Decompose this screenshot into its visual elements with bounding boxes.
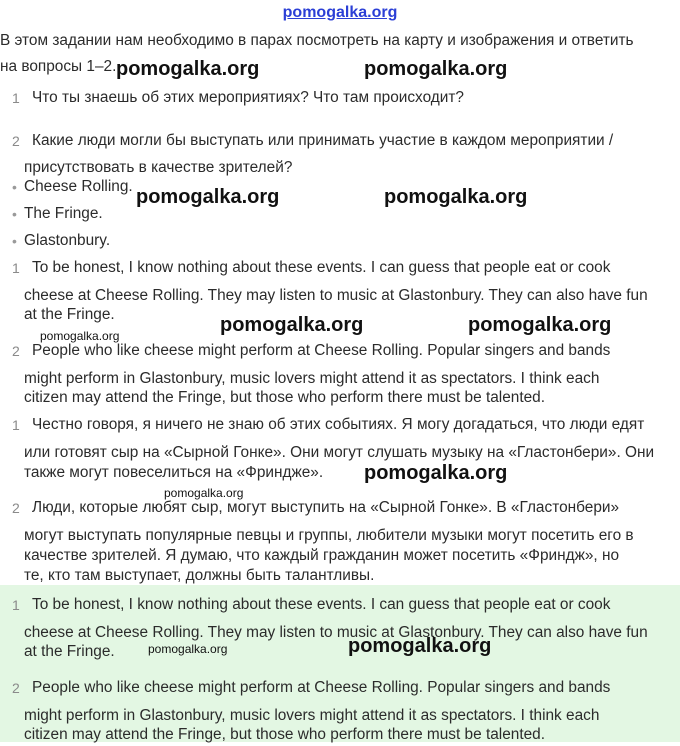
question-text: Что ты знаешь об этих мероприятиях? Что там происходит? — [32, 89, 464, 106]
answer-number: 2 — [12, 680, 20, 696]
question-number: 1 — [12, 90, 20, 106]
answer-text: cheese at Cheese Rolling. They may listen to music at Glastonbury. They can also have fun — [24, 624, 648, 641]
answer-text: People who like cheese might perform at Cheese Rolling. Popular singers and bands — [32, 679, 611, 696]
question-text: Какие люди могли бы выступать или принимать участие в каждом мероприятии / — [32, 132, 614, 149]
answer-text: People who like cheese might perform at Cheese Rolling. Popular singers and bands — [32, 342, 611, 359]
answer-text: те, кто там выступает, должны быть талантливы. — [24, 567, 375, 584]
answer-text: качестве зрителей. Я думаю, что каждый гражданин может посетить «Фриндж», но — [24, 547, 620, 564]
watermark: pomogalka.org — [164, 486, 244, 500]
watermark: pomogalka.org — [40, 329, 120, 343]
answer-text: citizen may attend the Fringe, but those who perform there must be talented. — [24, 726, 545, 743]
answer-text: citizen may attend the Fringe, but those who perform there must be talented. — [24, 389, 545, 406]
bullet-icon: • — [12, 179, 17, 195]
bullet-icon: • — [12, 206, 17, 222]
answer-text: также могут повеселиться на «Фриндже». — [24, 464, 324, 481]
list-item-event: Cheese Rolling. — [24, 178, 133, 195]
header-watermark-link[interactable]: pomogalka.org — [282, 4, 398, 21]
answer-text: cheese at Cheese Rolling. They may listen to music at Glastonbury. They can also have fun — [24, 287, 648, 304]
answer-text: могут выступать популярные певцы и группы, любители музыки могут посетить его в — [24, 527, 634, 544]
answer-text: Честно говоря, я ничего не знаю об этих событиях. Я могу догадаться, что люди едят — [32, 416, 645, 433]
answer-text: Люди, которые любят сыр, могут выступить на «Сырной Гонке». В «Гластонбери» — [32, 499, 620, 516]
answer-text: To be honest, I know nothing about these events. I can guess that people eat or cook — [32, 259, 611, 276]
answer-text: To be honest, I know nothing about these events. I can guess that people eat or cook — [32, 596, 611, 613]
watermark: pomogalka.org — [364, 58, 508, 80]
answer-number: 1 — [12, 597, 20, 613]
intro-line-2: на вопросы 1–2. — [0, 58, 117, 75]
watermark: pomogalka.org — [148, 642, 228, 656]
list-item-event: The Fringe. — [24, 205, 103, 222]
intro-line-1: В этом задании нам необходимо в парах посмотреть на карту и изображения и ответить — [0, 32, 634, 49]
question-number: 2 — [12, 133, 20, 149]
bullet-icon: • — [12, 233, 17, 249]
watermark: pomogalka.org — [136, 186, 280, 208]
watermark: pomogalka.org — [348, 635, 492, 657]
answer-number: 2 — [12, 343, 20, 359]
answer-text: at the Fringe. — [24, 643, 115, 660]
question-text: присутствовать в качестве зрителей? — [24, 159, 293, 176]
answer-text: at the Fringe. — [24, 306, 115, 323]
list-item-event: Glastonbury. — [24, 232, 111, 249]
watermark: pomogalka.org — [220, 314, 364, 336]
watermark: pomogalka.org — [364, 462, 508, 484]
answer-number: 1 — [12, 417, 20, 433]
watermark: pomogalka.org — [468, 314, 612, 336]
answer-text: might perform in Glastonbury, music lovers might attend it as spectators. I think each — [24, 370, 600, 387]
watermark: pomogalka.org — [116, 58, 260, 80]
answer-number: 2 — [12, 500, 20, 516]
answer-text: или готовят сыр на «Сырной Гонке». Они могут слушать музыку на «Гластонбери». Они — [24, 444, 655, 461]
answer-number: 1 — [12, 260, 20, 276]
watermark: pomogalka.org — [384, 186, 528, 208]
answer-text: might perform in Glastonbury, music lovers might attend it as spectators. I think each — [24, 707, 600, 724]
